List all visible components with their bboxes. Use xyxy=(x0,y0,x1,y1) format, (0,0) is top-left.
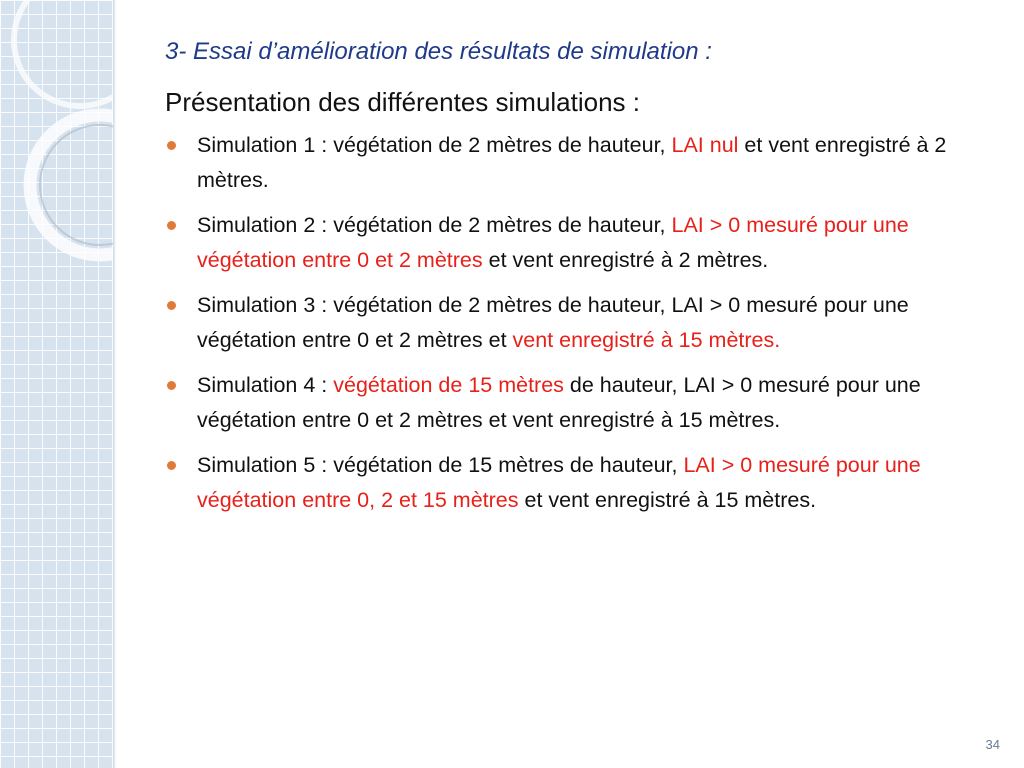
list-item-simulation-4 xyxy=(165,368,985,438)
bullet-text: Simulation 3 : végétation de 2 mètres de hauteur, LAI > 0 mesuré pour une végétation entre 0 et 2 mètres et xyxy=(197,293,909,352)
side-panel-edge xyxy=(113,0,116,768)
bullet-text: et vent enregistré à 2 mètres. xyxy=(197,133,947,192)
bullet-text: de hauteur, LAI > 0 mesuré pour une végétation entre 0 et 2 mètres et vent enregistré à 15 mètres. xyxy=(197,373,921,432)
bullet-highlight: LAI nul xyxy=(671,133,739,157)
list-item-simulation-5 xyxy=(165,448,985,518)
bullet-dot-icon xyxy=(167,461,176,470)
decorative-ring-large xyxy=(14,0,113,106)
bullet-highlight: vent enregistré à 15 mètres. xyxy=(512,328,781,352)
bullet-text: Simulation 1 : végétation de 2 mètres de hauteur, xyxy=(197,133,672,157)
bullet-dot-icon xyxy=(167,141,176,150)
bullet-highlight: végétation de 15 mètres xyxy=(333,373,564,397)
bullet-text: et vent enregistré à 2 mètres. xyxy=(482,248,769,272)
decorative-side-panel xyxy=(0,0,114,768)
bullet-dot-icon xyxy=(167,221,176,230)
bullet-dot-icon xyxy=(167,301,176,310)
bullet-text: Simulation 4 : xyxy=(197,373,334,397)
list-item-simulation-2 xyxy=(165,208,985,278)
bullet-highlight: LAI > 0 mesuré pour une végétation entre 0 et 2 mètres xyxy=(197,213,909,272)
decorative-rings xyxy=(0,0,113,768)
slide-heading: Présentation des différentes simulations : xyxy=(165,87,641,117)
list-item-simulation-3 xyxy=(165,288,985,358)
bullet-text: Simulation 5 : végétation de 15 mètres de hauteur, xyxy=(197,453,684,477)
bullet-text: Simulation 2 : végétation de 2 mètres de hauteur, xyxy=(197,213,672,237)
page-number: 34 xyxy=(985,737,1000,752)
bullet-text: et vent enregistré à 15 mètres. xyxy=(518,488,817,512)
list-item-simulation-1 xyxy=(165,128,985,198)
decorative-ring-thick xyxy=(30,115,113,255)
simulation-list xyxy=(165,128,985,518)
bullet-highlight: LAI > 0 mesuré pour une végétation entre 0, 2 et 15 mètres xyxy=(197,453,921,512)
slide-subtitle: 3- Essai d’amélioration des résultats de simulation : xyxy=(165,38,712,65)
bullet-dot-icon xyxy=(167,381,176,390)
slide-content xyxy=(165,36,985,528)
